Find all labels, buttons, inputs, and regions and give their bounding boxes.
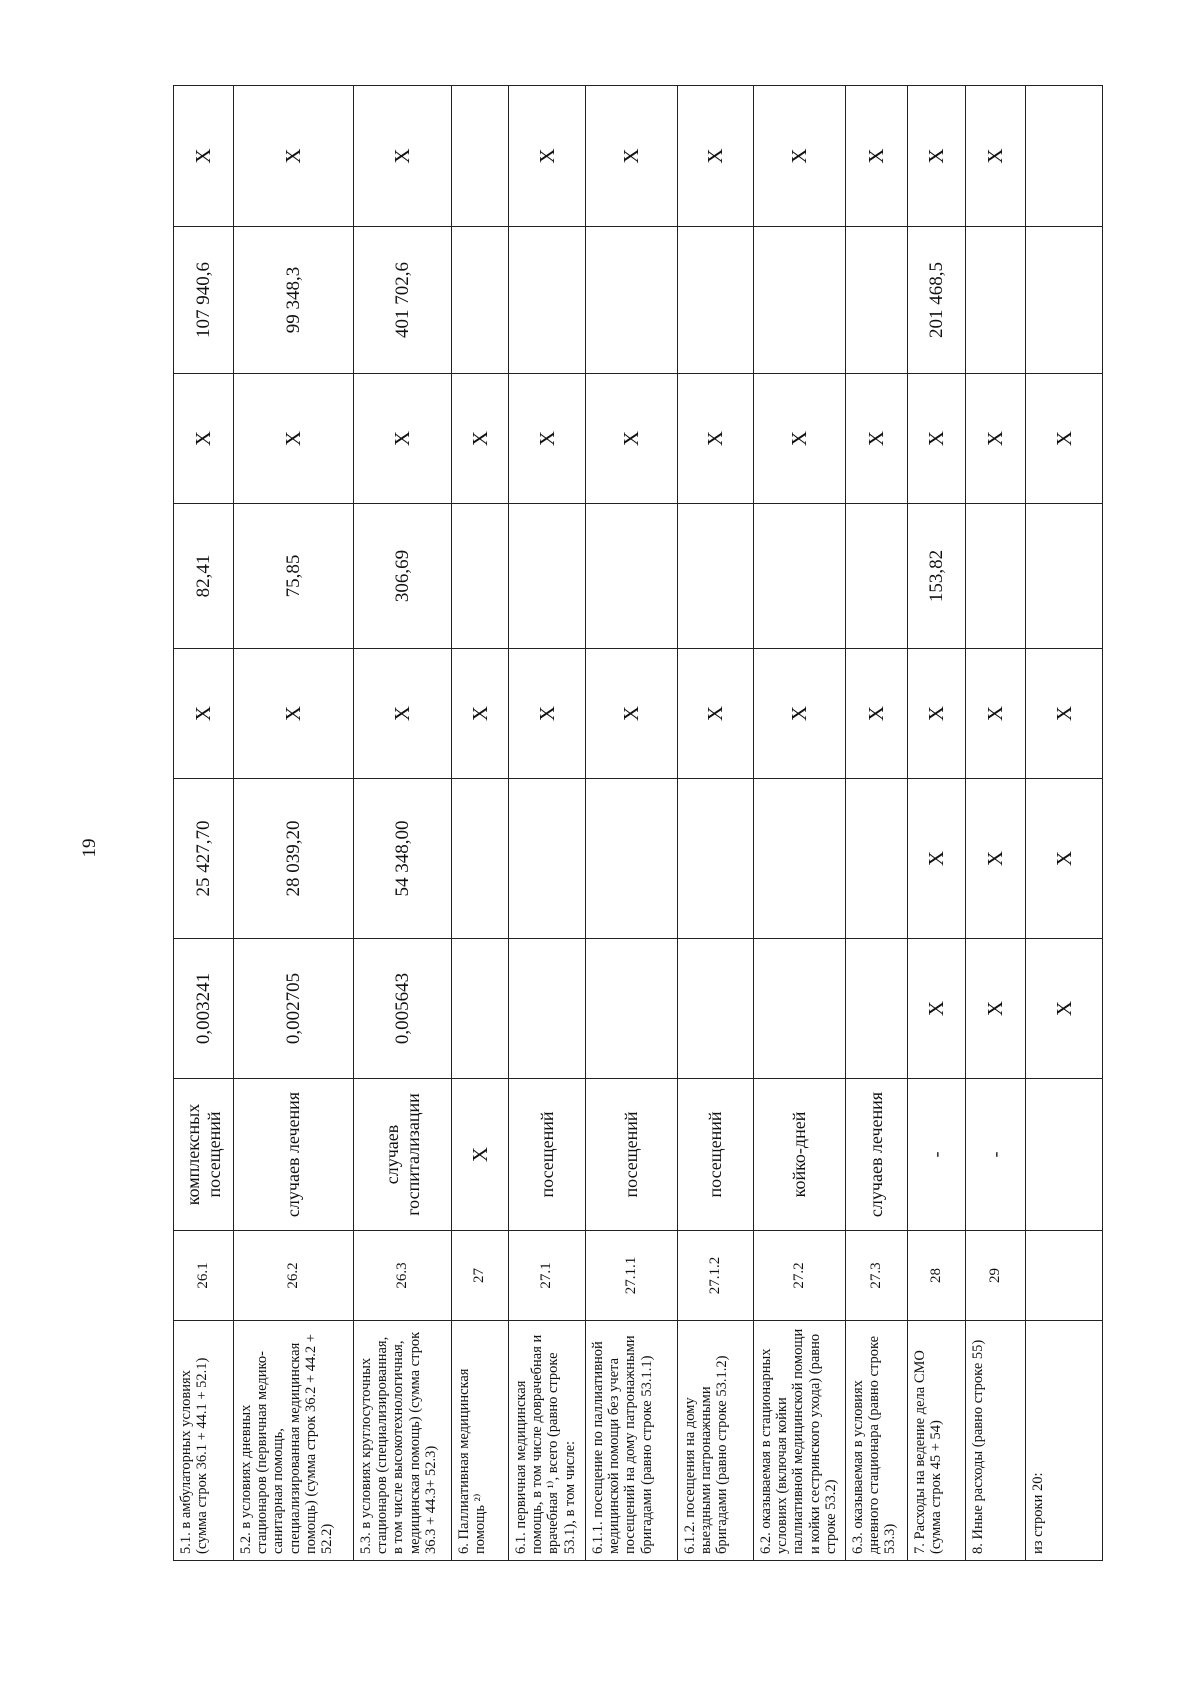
- row-label: 5.3. в условиях круглосуточных стационаров (специализированная, в том числе высокотехнологичная, медицинская помощь) (сумма строк 36.3 + 44.3+ 52.3): [354, 1321, 452, 1561]
- cell-c6: 201 468,5: [908, 227, 966, 374]
- cell-c4: [586, 504, 678, 649]
- cell-c2: 28 039,20: [234, 779, 354, 939]
- row-code: 27: [452, 1231, 509, 1321]
- row-unit: случаев лечения: [846, 1079, 908, 1231]
- cell-c3: X: [1026, 649, 1103, 779]
- cell-c5: X: [354, 374, 452, 504]
- cell-c5: X: [234, 374, 354, 504]
- cell-c2: [586, 779, 678, 939]
- cell-c6: [452, 227, 509, 374]
- cell-c2: 54 348,00: [354, 779, 452, 939]
- cell-c1: X: [966, 939, 1026, 1079]
- cell-c5: X: [846, 374, 908, 504]
- cell-c7: [452, 86, 509, 227]
- cell-c4: 75,85: [234, 504, 354, 649]
- row-code: 27.3: [846, 1231, 908, 1321]
- cell-c5: X: [1026, 374, 1103, 504]
- row-label: 6.2. оказываемая в стационарных условиях (включая койки паллиативной медицинской помощи и койки сестринского ухода) (равно строке 53.2): [754, 1321, 846, 1561]
- row-unit: -: [908, 1079, 966, 1231]
- table-row: [586, 86, 678, 1561]
- row-label: 6.1.2. посещения на дому выездными патронажными бригадами (равно строке 53.1.2): [678, 1321, 754, 1561]
- cell-c2: 25 427,70: [174, 779, 234, 939]
- row-label: 5.1. в амбулаторных условиях (сумма строк 36.1 + 44.1 + 52.1): [174, 1321, 234, 1561]
- cell-c4: 306,69: [354, 504, 452, 649]
- cell-c2: [678, 779, 754, 939]
- cell-c5: X: [678, 374, 754, 504]
- row-unit: X: [452, 1079, 509, 1231]
- cell-c6: [966, 227, 1026, 374]
- cell-c1: [509, 939, 586, 1079]
- cell-c4: [509, 504, 586, 649]
- row-unit: койко-дней: [754, 1079, 846, 1231]
- cell-c5: X: [908, 374, 966, 504]
- row-unit: посещений: [586, 1079, 678, 1231]
- cell-c3: X: [452, 649, 509, 779]
- cell-c1: [452, 939, 509, 1079]
- row-label: 6.1.1. посещение по паллиативной медицинской помощи без учета посещений на дому патронажными бригадами (равно строке 53.1.1): [586, 1321, 678, 1561]
- row-label: 5.2. в условиях дневных стационаров (первичная медико-санитарная помощь, специализированная медицинская помощь) (сумма строк 36.2 + 44.2 + 52.2): [234, 1321, 354, 1561]
- cell-c1: 0,005643: [354, 939, 452, 1079]
- cell-c6: [754, 227, 846, 374]
- cell-c4: [966, 504, 1026, 649]
- cell-c2: [452, 779, 509, 939]
- cell-c3: X: [354, 649, 452, 779]
- cell-c1: X: [908, 939, 966, 1079]
- row-label: из строки 20:: [1026, 1321, 1103, 1561]
- cell-c6: 99 348,3: [234, 227, 354, 374]
- cell-c7: X: [234, 86, 354, 227]
- cell-c6: [1026, 227, 1103, 374]
- table-row: [174, 86, 234, 1561]
- row-code: 27.1.1: [586, 1231, 678, 1321]
- cell-c3: X: [846, 649, 908, 779]
- row-unit: -: [966, 1079, 1026, 1231]
- cell-c6: 401 702,6: [354, 227, 452, 374]
- cell-c4: [846, 504, 908, 649]
- cell-c7: X: [354, 86, 452, 227]
- cell-c6: 107 940,6: [174, 227, 234, 374]
- row-unit: комплексных посещений: [174, 1079, 234, 1231]
- cell-c5: X: [754, 374, 846, 504]
- row-code: [1026, 1231, 1103, 1321]
- cell-c2: X: [908, 779, 966, 939]
- cell-c7: X: [174, 86, 234, 227]
- cell-c4: 82,41: [174, 504, 234, 649]
- cell-c1: [678, 939, 754, 1079]
- row-code: 27.1.2: [678, 1231, 754, 1321]
- cell-c7: X: [509, 86, 586, 227]
- cell-c3: X: [586, 649, 678, 779]
- row-unit: случаев лечения: [234, 1079, 354, 1231]
- cell-c3: X: [174, 649, 234, 779]
- table-row: [908, 86, 966, 1561]
- cell-c5: X: [452, 374, 509, 504]
- cell-c1: 0,002705: [234, 939, 354, 1079]
- cell-c4: 153,82: [908, 504, 966, 649]
- cell-c4: [452, 504, 509, 649]
- cell-c3: X: [234, 649, 354, 779]
- page-number: 19: [79, 838, 100, 858]
- row-label: 6.3. оказываемая в условиях дневного стационара (равно строке 53.3): [846, 1321, 908, 1561]
- cell-c3: X: [908, 649, 966, 779]
- cell-c3: X: [754, 649, 846, 779]
- row-label: 7. Расходы на ведение дела СМО (сумма строк 45 + 54): [908, 1321, 966, 1561]
- cell-c1: [754, 939, 846, 1079]
- row-code: 27.2: [754, 1231, 846, 1321]
- row-code: 27.1: [509, 1231, 586, 1321]
- cell-c7: X: [966, 86, 1026, 227]
- cell-c2: X: [1026, 779, 1103, 939]
- table-row: [966, 86, 1026, 1561]
- cell-c4: [1026, 504, 1103, 649]
- cell-c2: [509, 779, 586, 939]
- cell-c1: 0,003241: [174, 939, 234, 1079]
- row-code: 26.3: [354, 1231, 452, 1321]
- table-row: [509, 86, 586, 1561]
- row-unit: случаев госпитализации: [354, 1079, 452, 1231]
- cell-c6: [846, 227, 908, 374]
- cell-c3: X: [966, 649, 1026, 779]
- cell-c7: X: [908, 86, 966, 227]
- cell-c2: [754, 779, 846, 939]
- row-label: 6. Паллиативная медицинская помощь ²⁾: [452, 1321, 509, 1561]
- cell-c1: [846, 939, 908, 1079]
- cell-c7: X: [586, 86, 678, 227]
- cell-c5: X: [174, 374, 234, 504]
- table-row: [754, 86, 846, 1561]
- cell-c7: X: [846, 86, 908, 227]
- row-code: 26.2: [234, 1231, 354, 1321]
- cell-c3: X: [678, 649, 754, 779]
- row-code: 28: [908, 1231, 966, 1321]
- cell-c1: X: [1026, 939, 1103, 1079]
- table-row: [846, 86, 908, 1561]
- row-label: 8. Иные расходы (равно строке 55): [966, 1321, 1026, 1561]
- cell-c6: [586, 227, 678, 374]
- cell-c7: X: [754, 86, 846, 227]
- row-unit: посещений: [509, 1079, 586, 1231]
- table-row: [234, 86, 354, 1561]
- rotated-table-wrapper: [173, 86, 1102, 1561]
- cell-c1: [586, 939, 678, 1079]
- cell-c4: [678, 504, 754, 649]
- table-row: [452, 86, 509, 1561]
- cell-c6: [509, 227, 586, 374]
- row-label: 6.1. первичная медицинская помощь, в том числе доврачебная и врачебная ¹⁾, всего (равно строке 53.1), в том числе:: [509, 1321, 586, 1561]
- row-code: 29: [966, 1231, 1026, 1321]
- cell-c6: [678, 227, 754, 374]
- row-unit: [1026, 1079, 1103, 1231]
- cell-c5: X: [509, 374, 586, 504]
- cell-c2: [846, 779, 908, 939]
- table-row: [678, 86, 754, 1561]
- table-row: [354, 86, 452, 1561]
- table-row: [1026, 86, 1103, 1561]
- data-table: [173, 85, 1103, 1561]
- row-code: 26.1: [174, 1231, 234, 1321]
- cell-c7: X: [678, 86, 754, 227]
- row-unit: посещений: [678, 1079, 754, 1231]
- cell-c7: [1026, 86, 1103, 227]
- cell-c2: X: [966, 779, 1026, 939]
- cell-c5: X: [586, 374, 678, 504]
- cell-c3: X: [509, 649, 586, 779]
- cell-c5: X: [966, 374, 1026, 504]
- cell-c4: [754, 504, 846, 649]
